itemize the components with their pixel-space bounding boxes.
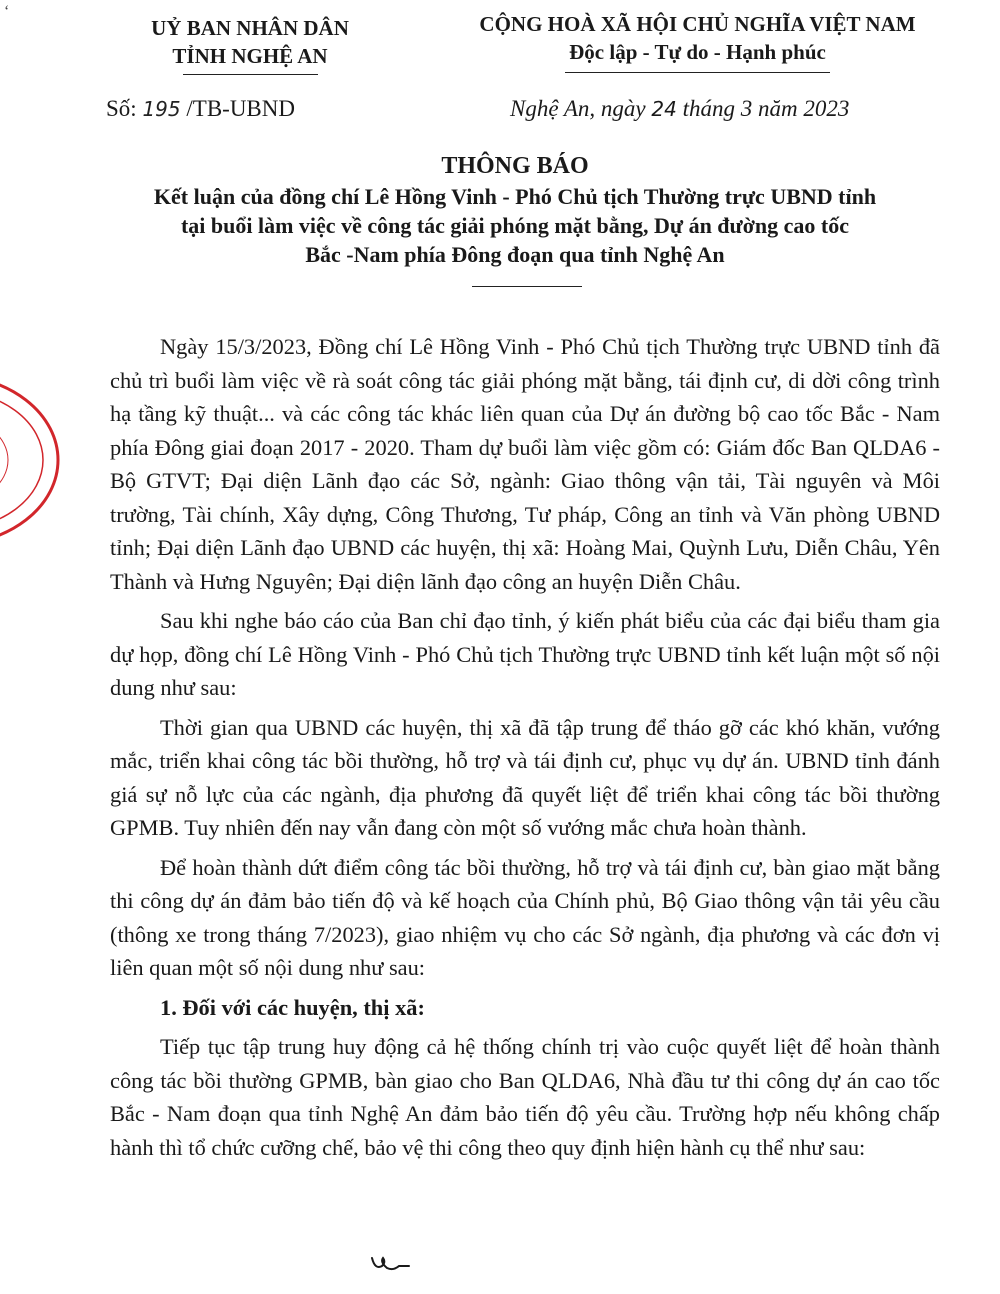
- subtitle-line-1: Kết luận của đồng chí Lê Hồng Vinh - Phó Chủ tịch Thường trực UBND tỉnh: [153, 184, 877, 209]
- seal-outer-ring: [0, 375, 58, 545]
- issuing-organization: [95, 14, 405, 70]
- title-block: [85, 150, 945, 269]
- nation-underline: [565, 72, 830, 73]
- date-line: [510, 96, 849, 122]
- subtitle-line-2: tại buổi làm việc về công tác giải phóng mặt bằng, Dự án đường cao tốc: [180, 213, 850, 238]
- paragraph-5: Tiếp tục tập trung huy động cả hệ thống chính trị vào cuộc quyết liệt để hoàn thành công tác bồi thường GPMB, bàn giao cho Ban QLDA6, Nhà đầu tư thi công dự án cao tốc Bắc - Nam đoạn qua tỉnh Nghệ An đảm bảo tiến độ yêu cầu. Trường hợp nếu không chấp hành thì tổ chức cưỡng chế, bảo vệ thi công theo quy định hiện hành cụ thể như sau:: [110, 1034, 940, 1160]
- doc-number-handwritten: 195: [142, 97, 181, 121]
- handwritten-initial-icon: [368, 1250, 414, 1278]
- org-line-2: TỈNH NGHỆ AN: [172, 44, 328, 68]
- date-prefix: Nghệ An, ngày: [510, 96, 646, 121]
- date-day-handwritten: 24: [651, 97, 677, 121]
- national-motto: [425, 10, 970, 66]
- date-suffix: tháng 3 năm 2023: [682, 96, 850, 121]
- nation-line-2: Độc lập - Tự do - Hạnh phúc: [569, 40, 826, 64]
- doc-number-prefix: Số:: [106, 96, 137, 121]
- document-title: THÔNG BÁO: [441, 153, 589, 179]
- org-line-1: UỶ BAN NHÂN DÂN: [151, 16, 349, 40]
- initial-stroke: [372, 1258, 409, 1269]
- title-underline: [472, 286, 582, 287]
- document-number: [106, 96, 295, 122]
- official-seal-icon: [0, 365, 73, 555]
- subtitle-line-3: Bắc -Nam phía Đông đoạn qua tỉnh Nghệ An: [305, 242, 725, 267]
- paragraph-2: Sau khi nghe báo cáo của Ban chỉ đạo tỉnh, ý kiến phát biểu của các đại biểu tham gia dự họp, đồng chí Lê Hồng Vinh - Phó Chủ tịch Thường trực UBND tỉnh kết luận một số nội dung như sau:: [110, 608, 940, 700]
- seal-center-ring: [0, 415, 8, 505]
- paragraph-4: Để hoàn thành dứt điểm công tác bồi thường, hỗ trợ và tái định cư, bàn giao mặt bằng thi công dự án đảm bảo tiến độ và kế hoạch của Chính phủ, Bộ Giao thông vận tải yêu cầu (thông xe trong tháng 7/2023), giao nhiệm vụ cho các Sở ngành, địa phương và các đơn vị liên quan một số nội dung như sau:: [110, 854, 940, 980]
- document-body: [110, 330, 940, 1164]
- paragraph-1: Ngày 15/3/2023, Đồng chí Lê Hồng Vinh - Phó Chủ tịch Thường trực UBND tỉnh đã chủ trì buổi làm việc về rà soát công tác giải phóng mặt bằng, tái định cư, di dời công trình hạ tầng kỹ thuật... và các công tác khác liên quan của Dự án đường bộ cao tốc Bắc - Nam phía Đông giai đoạn 2017 - 2020. Tham dự buổi làm việc gồm có: Giám đốc Ban QLDA6 - Bộ GTVT; Đại diện Lãnh đạo các Sở, ngành: Giao thông vận tải, Tài nguyên và Môi trường, Tài chính, Xây dựng, Công Thương, Tư pháp, Công an tỉnh và Văn phòng UBND tỉnh; Đại diện Lãnh đạo UBND các huyện, thị xã: Hoàng Mai, Quỳnh Lưu, Diễn Châu, Yên Thành và Hưng Nguyên; Đại diện lãnh đạo công an huyện Diễn Châu.: [110, 334, 940, 594]
- paragraph-3: Thời gian qua UBND các huyện, thị xã đã tập trung để tháo gỡ các khó khăn, vướng mắc, triển khai công tác bồi thường, hỗ trợ và tái định cư, phục vụ dự án. UBND tỉnh đánh giá sự nỗ lực của các ngành, địa phương đã quyết liệt để triển khai công tác bồi thường GPMB. Tuy nhiên đến nay vẫn đang còn một số vướng mắc chưa hoàn thành.: [110, 714, 940, 840]
- section-1-heading: 1. Đối với các huyện, thị xã:: [160, 994, 425, 1020]
- page-edge-mark: ‘: [4, 3, 10, 20]
- doc-number-suffix: /TB-UBND: [186, 96, 295, 121]
- nation-line-1: CỘNG HOÀ XÃ HỘI CHỦ NGHĨA VIỆT NAM: [479, 12, 916, 36]
- org-underline: [183, 74, 318, 75]
